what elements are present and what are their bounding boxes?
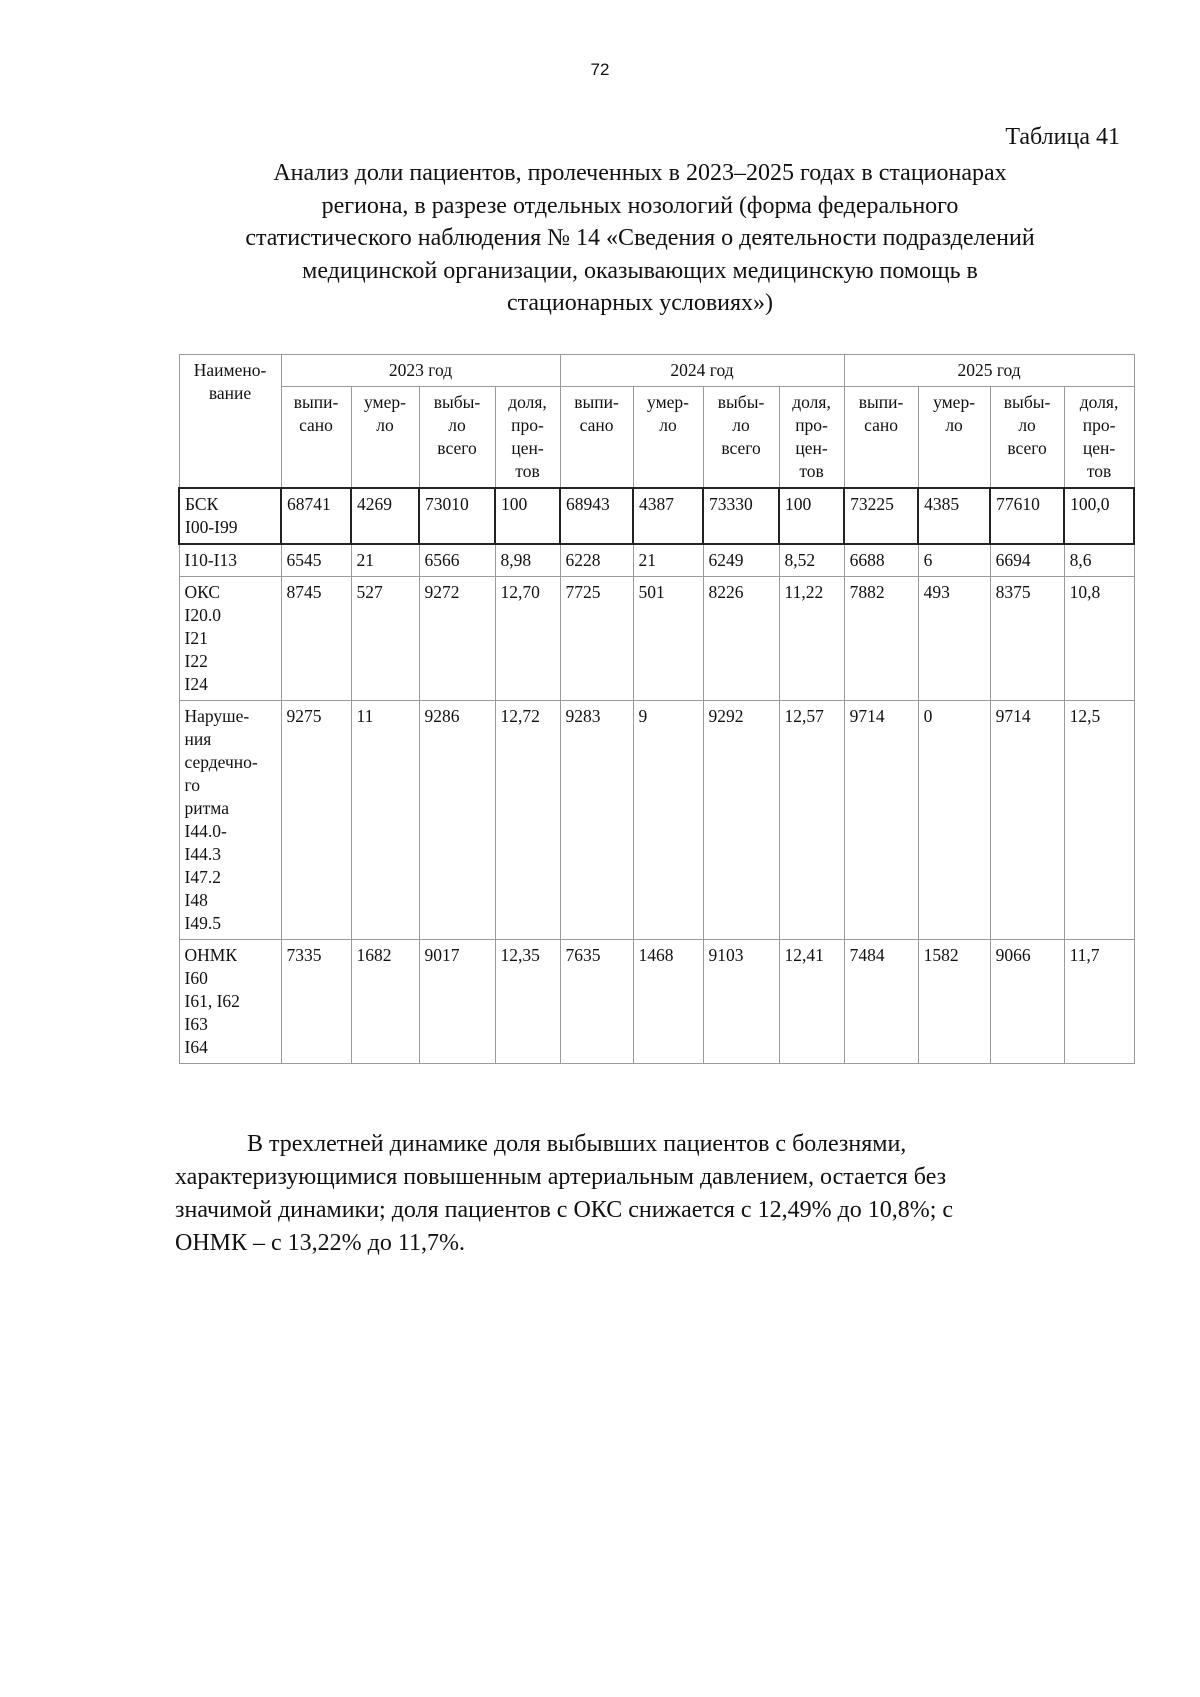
- row-name-line: Наруше-: [184, 706, 250, 726]
- value-cell: 9017: [419, 940, 495, 1064]
- row-name-line: ОНМК: [184, 945, 238, 965]
- value-cell: 12,41: [779, 940, 844, 1064]
- sub-header-line: цен-: [1082, 438, 1116, 458]
- value-cell: 100,0: [1064, 488, 1134, 544]
- sub-column-header: [419, 387, 495, 489]
- table-row: [179, 577, 1134, 701]
- value-cell: 8375: [990, 577, 1064, 701]
- value-cell: 21: [633, 544, 703, 577]
- sub-header-line: доля,: [508, 392, 547, 412]
- value-cell: 73225: [844, 488, 918, 544]
- analysis-paragraph: [175, 1128, 1123, 1260]
- table-body: [179, 488, 1134, 1064]
- value-cell: 493: [918, 577, 990, 701]
- sub-header-line: цен-: [795, 438, 828, 458]
- value-cell: 527: [351, 577, 419, 701]
- value-cell: 11,7: [1064, 940, 1134, 1064]
- value-cell: 11: [351, 701, 419, 940]
- sub-header-line: всего: [1007, 438, 1047, 458]
- row-name-line: го: [184, 775, 200, 795]
- row-name-line: I44.3: [184, 844, 221, 864]
- value-cell: 9103: [703, 940, 779, 1064]
- paragraph-line: значимой динамики; доля пациентов с ОКС снижается с 12,49% до 10,8%; с: [175, 1197, 954, 1223]
- value-cell: 7635: [560, 940, 633, 1064]
- row-name-line: БСК: [185, 494, 219, 514]
- value-cell: 12,57: [779, 701, 844, 940]
- sub-header-line: тов: [515, 461, 540, 481]
- value-cell: 68943: [560, 488, 633, 544]
- value-cell: 9275: [281, 701, 351, 940]
- table-row: [179, 701, 1134, 940]
- sub-header-line: ло: [448, 415, 466, 435]
- value-cell: 100: [495, 488, 560, 544]
- paragraph-line: характеризующимися повышенным артериальным давлением, остается без: [175, 1164, 947, 1190]
- nosology-table: [178, 354, 1135, 1064]
- caption-line: статистического наблюдения № 14 «Сведения о деятельности подразделений: [245, 225, 1035, 251]
- sub-column-header: [495, 387, 560, 489]
- row-name-line: I60: [184, 968, 208, 988]
- value-cell: 7725: [560, 577, 633, 701]
- value-cell: 1468: [633, 940, 703, 1064]
- value-cell: 6566: [419, 544, 495, 577]
- value-cell: 4385: [918, 488, 990, 544]
- sub-column-header: [844, 387, 918, 489]
- value-cell: 9714: [990, 701, 1064, 940]
- table-row: [179, 488, 1134, 544]
- row-name-cell: [179, 577, 281, 701]
- name-header-line: вание: [208, 383, 252, 403]
- value-cell: 9714: [844, 701, 918, 940]
- row-name-line: I00-I99: [185, 517, 238, 537]
- value-cell: 6688: [844, 544, 918, 577]
- value-cell: 8,52: [779, 544, 844, 577]
- value-cell: 10,8: [1064, 577, 1134, 701]
- row-name-line: I61, I62: [184, 991, 240, 1011]
- value-cell: 6545: [281, 544, 351, 577]
- sub-header-line: выбы-: [433, 392, 481, 412]
- row-name-line: I24: [184, 674, 208, 694]
- row-name-line: ОКС: [184, 582, 221, 602]
- name-header-line: Наимено-: [193, 360, 267, 380]
- value-cell: 11,22: [779, 577, 844, 701]
- value-cell: 12,5: [1064, 701, 1134, 940]
- sub-header-line: сано: [299, 415, 333, 435]
- value-cell: 6: [918, 544, 990, 577]
- row-name-line: I49.5: [184, 913, 221, 933]
- row-name-line: I48: [184, 890, 208, 910]
- sub-header-line: тов: [799, 461, 824, 481]
- sub-column-header: [918, 387, 990, 489]
- row-name-cell: [179, 544, 281, 577]
- row-name-cell: [179, 701, 281, 940]
- value-cell: 7335: [281, 940, 351, 1064]
- value-cell: 21: [351, 544, 419, 577]
- value-cell: 12,70: [495, 577, 560, 701]
- table-row: [179, 940, 1134, 1064]
- sub-header-line: ло: [1018, 415, 1036, 435]
- value-cell: 1682: [351, 940, 419, 1064]
- row-name-line: I47.2: [184, 867, 221, 887]
- row-name-cell: [179, 488, 281, 544]
- sub-header-line: про-: [795, 415, 828, 435]
- sub-header-line: доля,: [1079, 392, 1119, 412]
- sub-header-line: сано: [864, 415, 898, 435]
- value-cell: 4387: [633, 488, 703, 544]
- year-header: 2024 год: [560, 355, 844, 387]
- row-name-line: I10-I13: [184, 550, 237, 570]
- sub-column-header: [560, 387, 633, 489]
- value-cell: 6249: [703, 544, 779, 577]
- sub-header-line: умер-: [933, 392, 976, 412]
- value-cell: 8,6: [1064, 544, 1134, 577]
- caption-line: стационарных условиях»): [506, 290, 774, 316]
- sub-header-line: ло: [659, 415, 677, 435]
- row-name-line: I20.0: [184, 605, 221, 625]
- value-cell: 9283: [560, 701, 633, 940]
- sub-header-line: умер-: [364, 392, 406, 412]
- value-cell: 6228: [560, 544, 633, 577]
- sub-header-line: выбы-: [1003, 392, 1051, 412]
- row-name-line: I21: [184, 628, 208, 648]
- sub-header-row: [179, 387, 1134, 489]
- value-cell: 1582: [918, 940, 990, 1064]
- table-row: [179, 544, 1134, 577]
- page-number: 72: [590, 60, 610, 79]
- sub-header-line: доля,: [792, 392, 831, 412]
- sub-header-line: ло: [376, 415, 394, 435]
- sub-column-header: [990, 387, 1064, 489]
- sub-header-line: выпи-: [574, 392, 619, 412]
- value-cell: 9066: [990, 940, 1064, 1064]
- value-cell: 12,35: [495, 940, 560, 1064]
- sub-header-line: всего: [721, 438, 761, 458]
- sub-column-header: [351, 387, 419, 489]
- value-cell: 0: [918, 701, 990, 940]
- value-cell: 73330: [703, 488, 779, 544]
- row-name-line: сердечно-: [184, 752, 258, 772]
- row-name-line: I22: [184, 651, 208, 671]
- sub-column-header: [281, 387, 351, 489]
- sub-header-line: цен-: [511, 438, 544, 458]
- sub-header-line: умер-: [647, 392, 689, 412]
- value-cell: 9: [633, 701, 703, 940]
- sub-column-header: [633, 387, 703, 489]
- sub-header-line: выпи-: [293, 392, 339, 412]
- sub-header-line: тов: [1086, 461, 1112, 481]
- sub-header-line: выбы-: [717, 392, 765, 412]
- caption-line: медицинской организации, оказывающих медицинскую помощь в: [302, 257, 978, 284]
- value-cell: 9292: [703, 701, 779, 940]
- value-cell: 501: [633, 577, 703, 701]
- caption-line: Анализ доли пациентов, пролеченных в 2023–2025 годах в стационарах: [273, 160, 1007, 186]
- value-cell: 7882: [844, 577, 918, 701]
- paragraph-line: В трехлетней динамике доля выбывших пациентов с болезнями,: [247, 1131, 907, 1157]
- sub-header-line: всего: [437, 438, 477, 458]
- value-cell: 12,72: [495, 701, 560, 940]
- table-label: Таблица 41: [1005, 124, 1120, 150]
- value-cell: 9272: [419, 577, 495, 701]
- row-name-line: I64: [184, 1037, 208, 1057]
- row-name-line: ния: [184, 729, 212, 749]
- sub-header-line: ло: [732, 415, 750, 435]
- row-name-line: ритма: [184, 798, 229, 818]
- year-header: 2023 год: [281, 355, 560, 387]
- year-header: 2025 год: [844, 355, 1134, 387]
- value-cell: 6694: [990, 544, 1064, 577]
- row-name-line: I63: [184, 1014, 208, 1034]
- sub-column-header: [1064, 387, 1134, 489]
- sub-header-line: сано: [579, 415, 614, 435]
- value-cell: 100: [779, 488, 844, 544]
- table-caption: [160, 157, 1120, 320]
- sub-header-line: ло: [945, 415, 963, 435]
- value-cell: 8745: [281, 577, 351, 701]
- sub-column-header: [703, 387, 779, 489]
- name-column-header: [179, 355, 281, 489]
- row-name-cell: [179, 940, 281, 1064]
- value-cell: 77610: [990, 488, 1064, 544]
- value-cell: 7484: [844, 940, 918, 1064]
- sub-header-line: выпи-: [858, 392, 904, 412]
- value-cell: 8,98: [495, 544, 560, 577]
- sub-column-header: [779, 387, 844, 489]
- value-cell: 4269: [351, 488, 419, 544]
- sub-header-line: про-: [511, 415, 544, 435]
- paragraph-line: ОНМК – с 13,22% до 11,7%.: [175, 1230, 465, 1256]
- row-name-line: I44.0-: [184, 821, 227, 841]
- sub-header-line: про-: [1082, 415, 1116, 435]
- value-cell: 68741: [281, 488, 351, 544]
- value-cell: 73010: [419, 488, 495, 544]
- caption-line: региона, в разрезе отдельных нозологий (форма федерального: [321, 192, 959, 219]
- value-cell: 8226: [703, 577, 779, 701]
- value-cell: 9286: [419, 701, 495, 940]
